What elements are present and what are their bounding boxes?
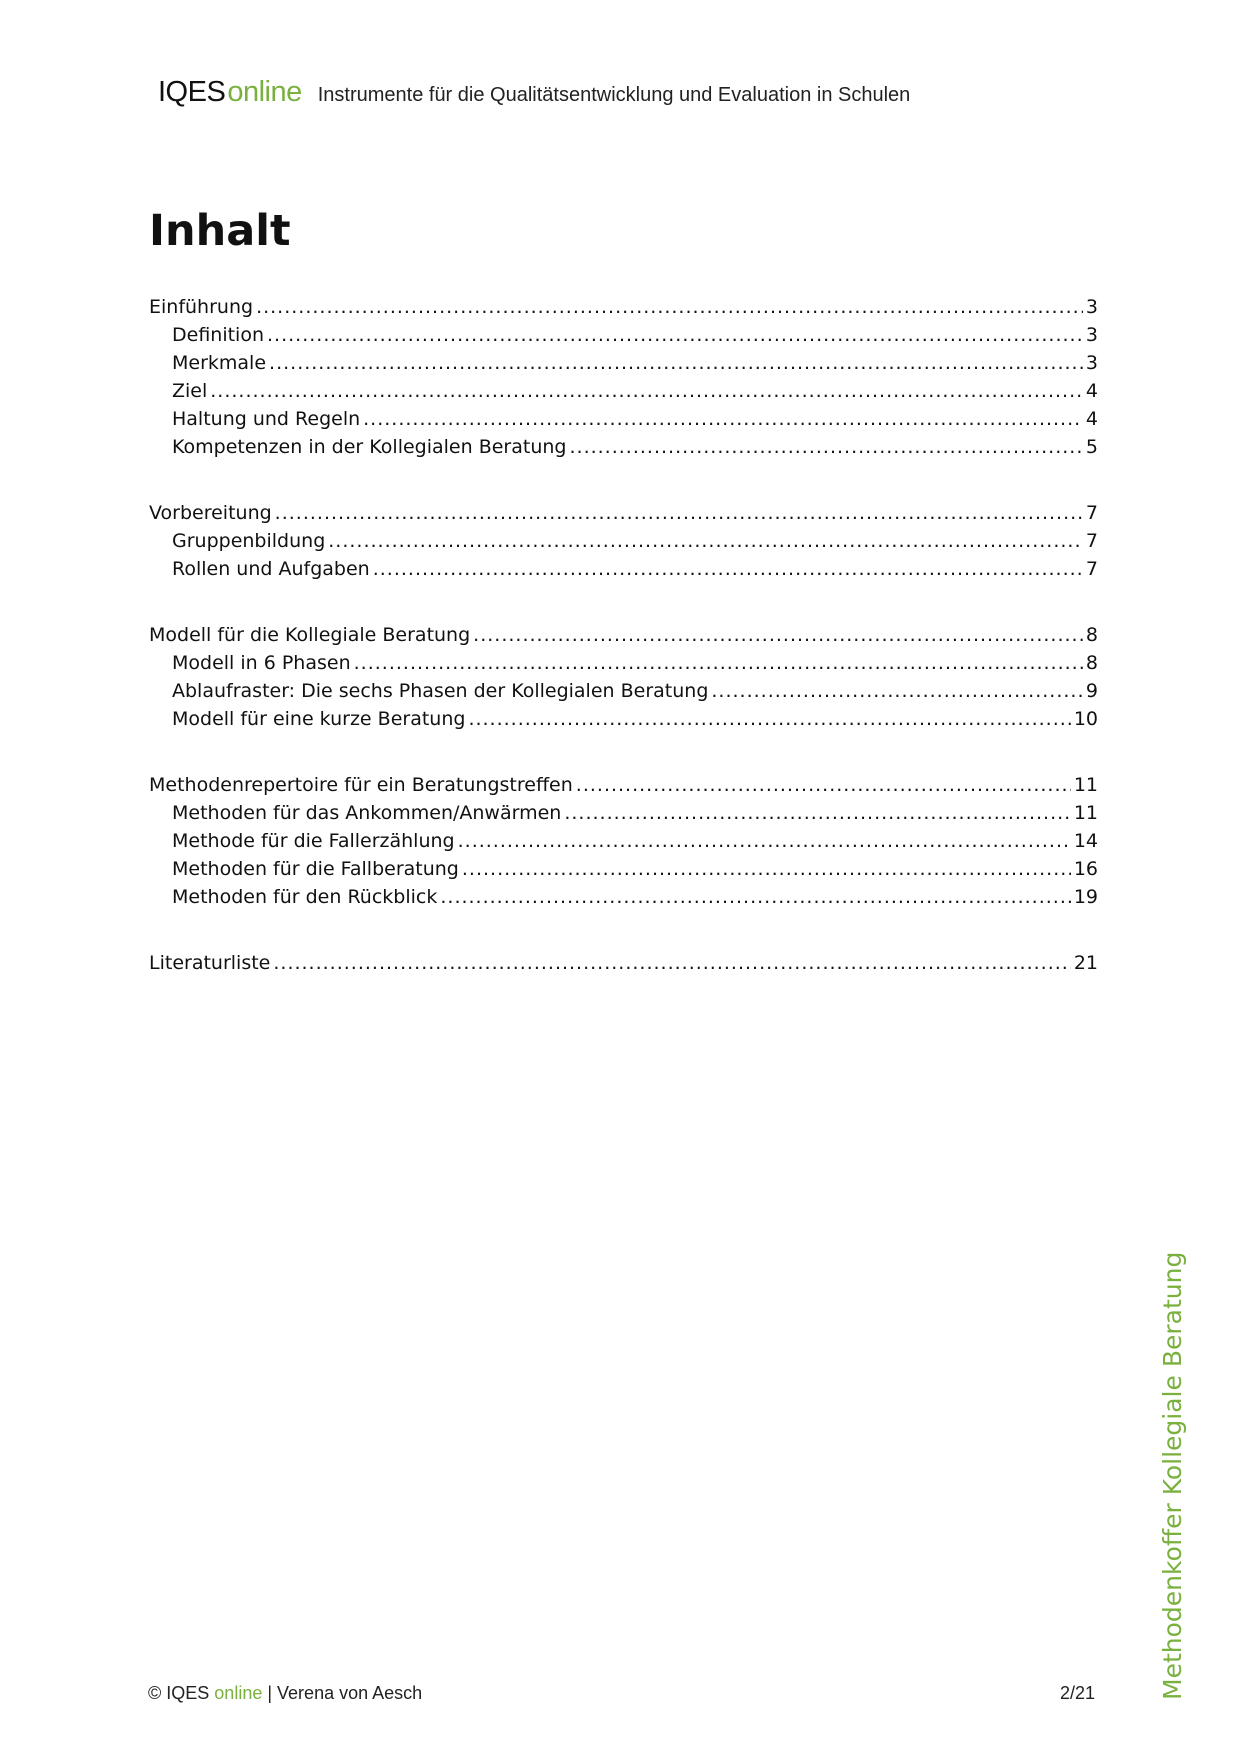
header-tagline: Instrumente für die Qualitätsentwicklung und Evaluation in Schulen bbox=[317, 84, 911, 106]
side-label: Methodenkoffer Kollegiale Beratung bbox=[1158, 1251, 1187, 1700]
toc-entry-label: Methoden für den Rückblick bbox=[172, 886, 438, 908]
toc-entry-page: 3 bbox=[1085, 324, 1098, 346]
toc-entry[interactable] bbox=[149, 436, 1098, 464]
toc-entry-page: 14 bbox=[1073, 830, 1098, 852]
toc-leader-dots bbox=[328, 530, 1083, 552]
page-title: Inhalt bbox=[149, 206, 291, 256]
toc-leader-dots bbox=[269, 352, 1083, 374]
toc-entry[interactable] bbox=[149, 774, 1098, 802]
toc-entry-label: Methoden für das Ankommen/Anwärmen bbox=[172, 802, 562, 824]
toc-entry[interactable] bbox=[149, 830, 1098, 858]
toc-entry[interactable] bbox=[149, 952, 1098, 980]
toc-entry-label: Einführung bbox=[149, 296, 254, 318]
toc-leader-dots bbox=[576, 774, 1071, 796]
toc-entry[interactable] bbox=[149, 680, 1098, 708]
toc-entry[interactable] bbox=[149, 296, 1098, 324]
toc-entry[interactable] bbox=[149, 802, 1098, 830]
toc-entry-page: 11 bbox=[1073, 774, 1098, 796]
toc-entry[interactable] bbox=[149, 324, 1098, 352]
toc-entry-label: Ablaufraster: Die sechs Phasen der Kollegialen Beratung bbox=[172, 680, 709, 702]
toc-leader-dots bbox=[354, 652, 1083, 674]
toc-group bbox=[149, 624, 1098, 736]
toc-entry-label: Methode für die Fallerzählung bbox=[172, 830, 455, 852]
toc-entry[interactable] bbox=[149, 352, 1098, 380]
toc-entry[interactable] bbox=[149, 886, 1098, 914]
toc-group bbox=[149, 952, 1098, 980]
toc-leader-dots bbox=[440, 886, 1070, 908]
toc-entry[interactable] bbox=[149, 652, 1098, 680]
toc-entry[interactable] bbox=[149, 502, 1098, 530]
toc-entry-page: 21 bbox=[1073, 952, 1098, 974]
toc-leader-dots bbox=[273, 952, 1070, 974]
toc-entry[interactable] bbox=[149, 380, 1098, 408]
toc-entry-label: Methoden für die Fallberatung bbox=[172, 858, 459, 880]
toc-leader-dots bbox=[267, 324, 1083, 346]
toc-entry-page: 7 bbox=[1085, 502, 1098, 524]
toc-entry[interactable] bbox=[149, 708, 1098, 736]
footer-author: | Verena von Aesch bbox=[267, 1683, 423, 1703]
toc-group bbox=[149, 774, 1098, 914]
toc-entry-label: Gruppenbildung bbox=[172, 530, 326, 552]
toc-entry-label: Merkmale bbox=[172, 352, 267, 374]
toc-group bbox=[149, 296, 1098, 464]
toc-entry-page: 19 bbox=[1073, 886, 1098, 908]
logo-online: online bbox=[227, 76, 302, 108]
footer-page-number: 2/21 bbox=[1060, 1683, 1096, 1703]
toc-entry-label: Kompetenzen in der Kollegialen Beratung bbox=[172, 436, 567, 458]
toc-entry-page: 9 bbox=[1085, 680, 1098, 702]
toc-leader-dots bbox=[458, 830, 1071, 852]
footer-copyright bbox=[148, 1683, 422, 1704]
toc-entry-page: 4 bbox=[1085, 380, 1098, 402]
toc-entry-label: Modell für die Kollegiale Beratung bbox=[149, 624, 471, 646]
toc-leader-dots bbox=[564, 802, 1070, 824]
toc-entry-label: Vorbereitung bbox=[149, 502, 272, 524]
toc-entry-label: Haltung und Regeln bbox=[172, 408, 361, 430]
toc-entry-page: 10 bbox=[1073, 708, 1098, 730]
toc-leader-dots bbox=[363, 408, 1083, 430]
footer-online: online bbox=[214, 1683, 263, 1703]
toc-leader-dots bbox=[210, 380, 1083, 402]
toc-entry-label: Ziel bbox=[172, 380, 208, 402]
toc-entry-label: Rollen und Aufgaben bbox=[172, 558, 370, 580]
toc-entry-page: 16 bbox=[1073, 858, 1098, 880]
toc-entry-page: 11 bbox=[1073, 802, 1098, 824]
toc-entry-label: Modell in 6 Phasen bbox=[172, 652, 351, 674]
toc-leader-dots bbox=[473, 624, 1083, 646]
toc-entry-page: 8 bbox=[1085, 624, 1098, 646]
toc-entry-page: 5 bbox=[1085, 436, 1098, 458]
toc-entry[interactable] bbox=[149, 624, 1098, 652]
toc-entry-label: Definition bbox=[172, 324, 265, 346]
table-of-contents bbox=[149, 296, 1098, 1018]
toc-entry[interactable] bbox=[149, 408, 1098, 436]
toc-group bbox=[149, 502, 1098, 586]
toc-entry[interactable] bbox=[149, 530, 1098, 558]
toc-entry-page: 8 bbox=[1085, 652, 1098, 674]
toc-entry-page: 3 bbox=[1085, 296, 1098, 318]
toc-entry-label: Methodenrepertoire für ein Beratungstreffen bbox=[149, 774, 573, 796]
toc-entry-label: Modell für eine kurze Beratung bbox=[172, 708, 466, 730]
toc-entry[interactable] bbox=[149, 858, 1098, 886]
toc-leader-dots bbox=[256, 296, 1083, 318]
page-header bbox=[158, 76, 910, 116]
toc-entry[interactable] bbox=[149, 558, 1098, 586]
toc-leader-dots bbox=[569, 436, 1082, 458]
toc-entry-label: Literaturliste bbox=[149, 952, 271, 974]
toc-leader-dots bbox=[275, 502, 1083, 524]
footer-copyright-text: © IQES bbox=[148, 1683, 210, 1703]
logo-iqes: IQES bbox=[158, 76, 226, 108]
toc-entry-page: 4 bbox=[1085, 408, 1098, 430]
toc-leader-dots bbox=[373, 558, 1083, 580]
toc-leader-dots bbox=[462, 858, 1071, 880]
toc-entry-page: 7 bbox=[1085, 558, 1098, 580]
toc-leader-dots bbox=[711, 680, 1083, 702]
toc-leader-dots bbox=[468, 708, 1070, 730]
toc-entry-page: 7 bbox=[1085, 530, 1098, 552]
toc-entry-page: 3 bbox=[1085, 352, 1098, 374]
